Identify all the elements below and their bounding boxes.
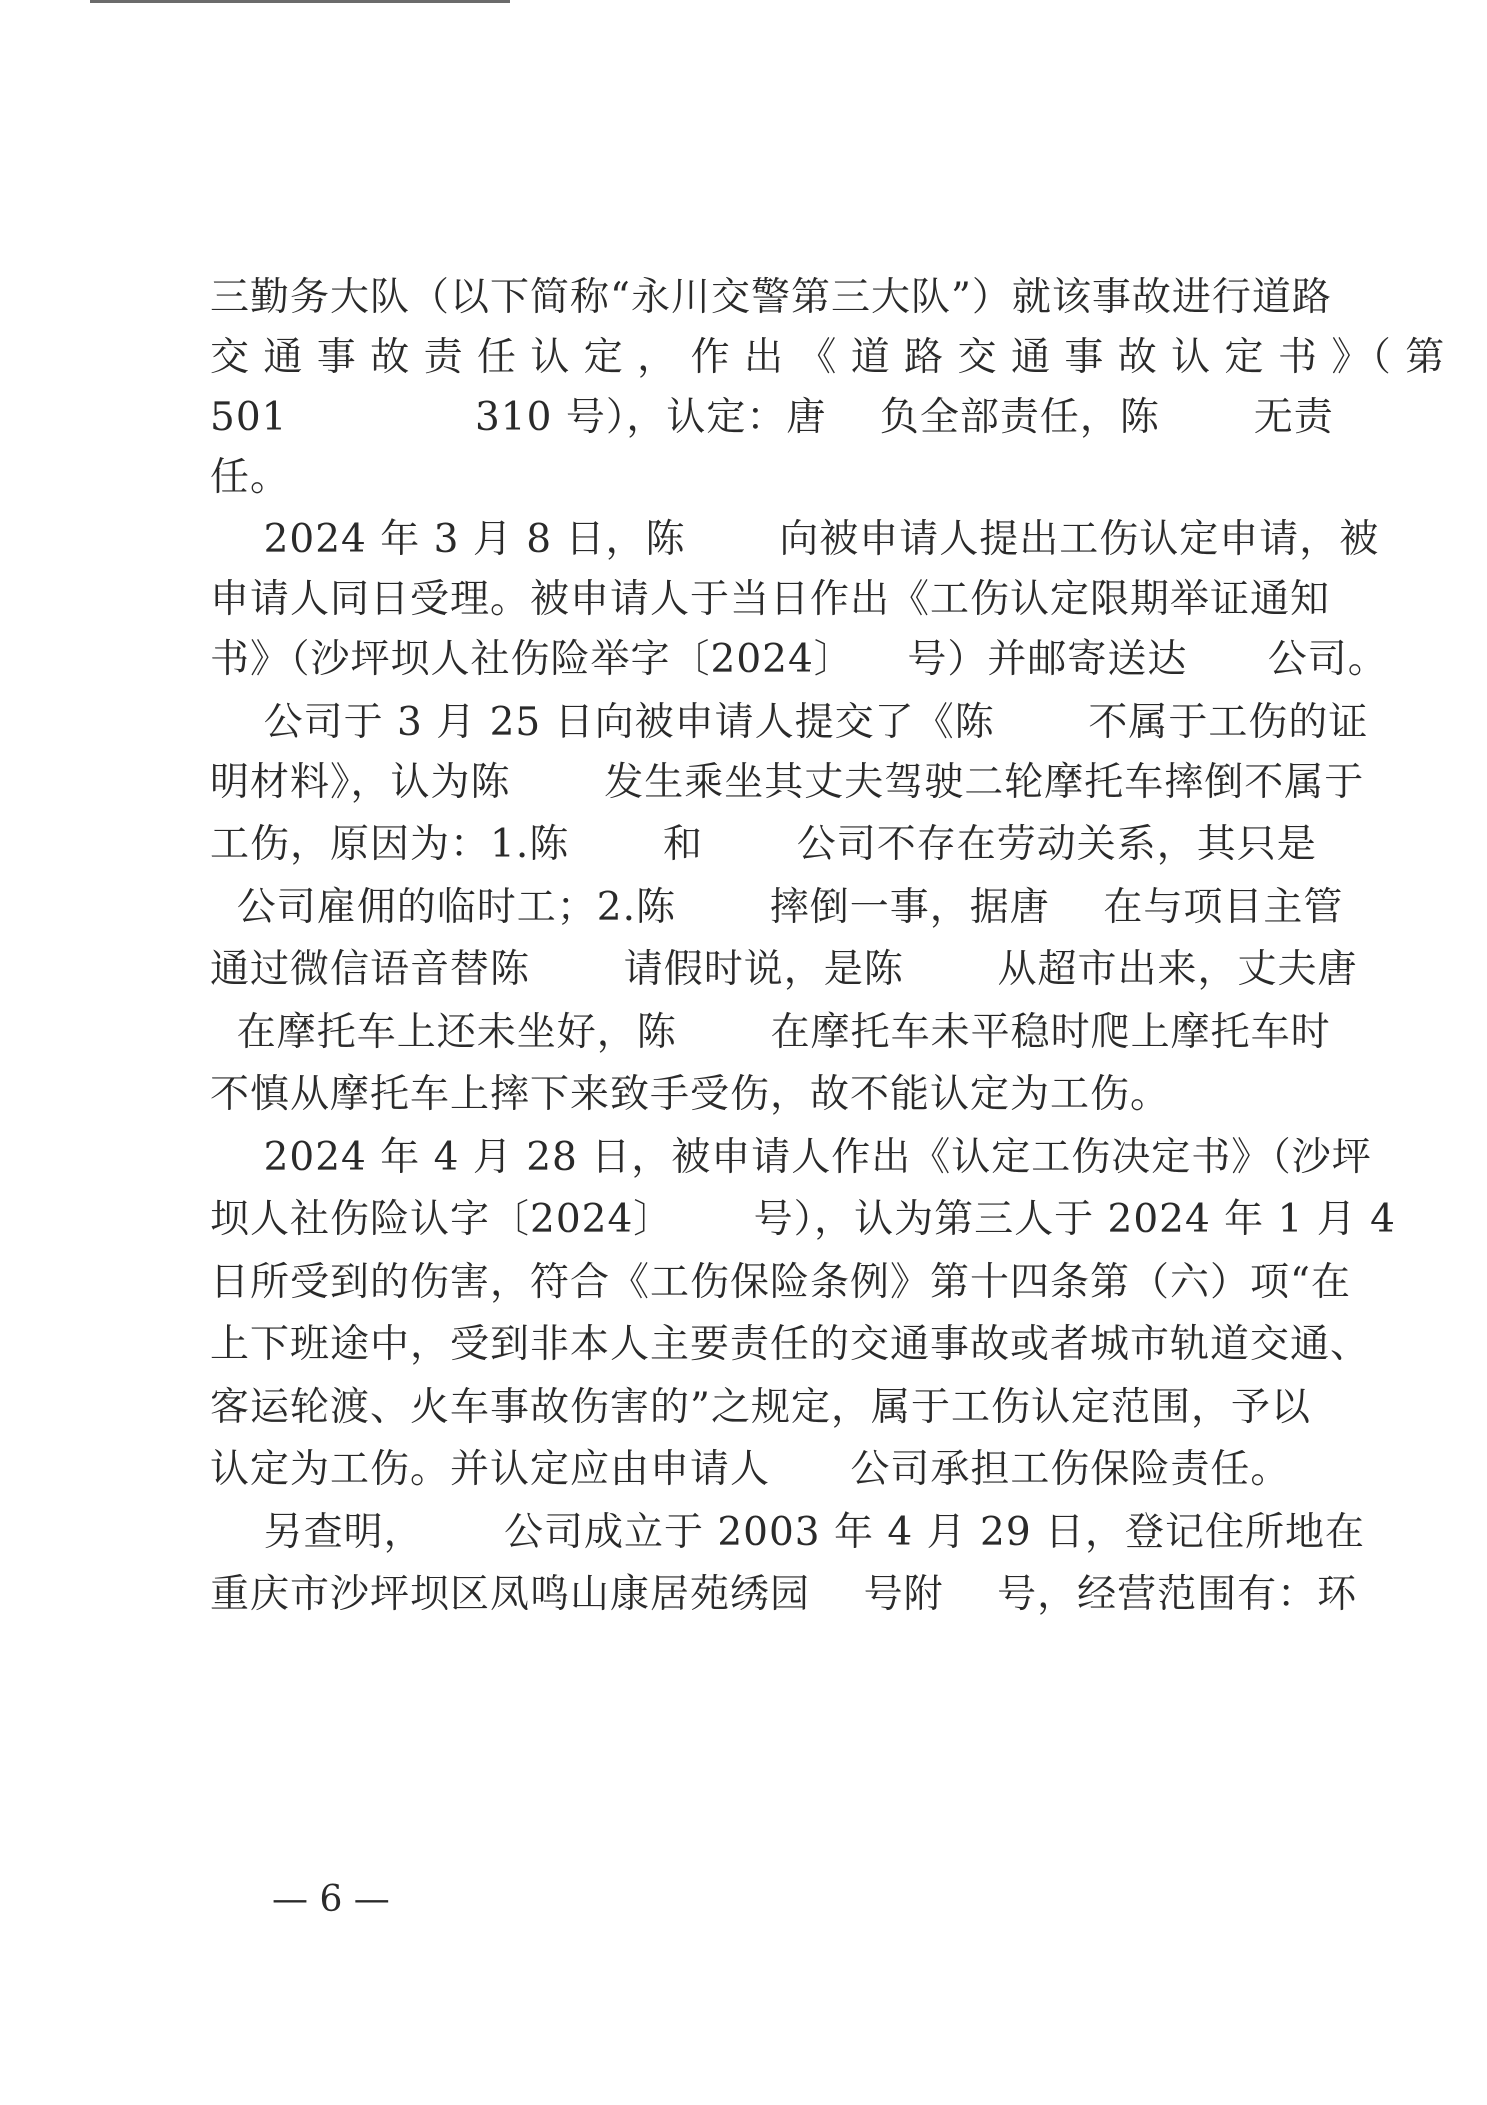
text-line: 2024 年 3 月 8 日，陈 向被申请人提出工伤认定申请，被 [210,517,1380,562]
text-line: 2024 年 4 月 28 日，被申请人作出《认定工伤决定书》（沙坪 [210,1135,1372,1180]
text-line: 另查明， 公司成立于 2003 年 4 月 29 日，登记住所地在 [210,1510,1366,1555]
text-line: 日所受到的伤害，符合《工伤保险条例》第十四条第（六）项“在 [210,1260,1351,1305]
text-line: 通过微信语音替陈 请假时说，是陈 从超市出来，丈夫唐 [210,947,1358,992]
scan-edge-mark [90,0,510,3]
text-line: 上下班途中，受到非本人主要责任的交通事故或者城市轨道交通、 [210,1322,1371,1367]
text-line: 交 通 事 故 责 任 认 定 ， 作 出 《 道 路 交 通 事 故 认 定 书 》（ 第 [210,335,1446,380]
text-line: 在摩托车上还未坐好，陈 在摩托车未平稳时爬上摩托车时 [210,1010,1331,1055]
text-line: 坝人社伤险认字〔2024〕 号），认为第三人于 2024 年 1 月 4 [210,1197,1396,1242]
text-line: 任。 [210,455,291,500]
text-line: 三勤务大队（以下简称“永川交警第三大队”）就该事故进行道路 [210,275,1332,320]
text-line: 501 310 号），认定：唐 负全部责任，陈 无责 [210,395,1334,440]
text-line: 工伤，原因为：1.陈 和 公司不存在劳动关系，其只是 [210,822,1317,867]
text-line: 公司于 3 月 25 日向被申请人提交了《陈 不属于工伤的证 [210,700,1369,745]
text-line: 明材料》，认为陈 发生乘坐其丈夫驾驶二轮摩托车摔倒不属于 [210,760,1365,805]
page-number: — 6 — [272,1879,390,1920]
text-line: 客运轮渡、火车事故伤害的”之规定，属于工伤认定范围，予以 [210,1385,1311,1430]
text-line: 书》（沙坪坝人社伤险举字〔2024〕 号）并邮寄送达 公司。 [210,637,1388,682]
text-line: 申请人同日受理。被申请人于当日作出《工伤认定限期举证通知 [210,577,1331,622]
text-line: 认定为工伤。并认定应由申请人 公司承担工伤保险责任。 [210,1447,1291,1492]
text-line: 重庆市沙坪坝区凤鸣山康居苑绣园 号附 号，经营范围有：环 [210,1572,1358,1617]
text-line: 不慎从摩托车上摔下来致手受伤，故不能认定为工伤。 [210,1072,1171,1117]
text-line: 公司雇佣的临时工；2.陈 摔倒一事，据唐 在与项目主管 [210,885,1344,930]
